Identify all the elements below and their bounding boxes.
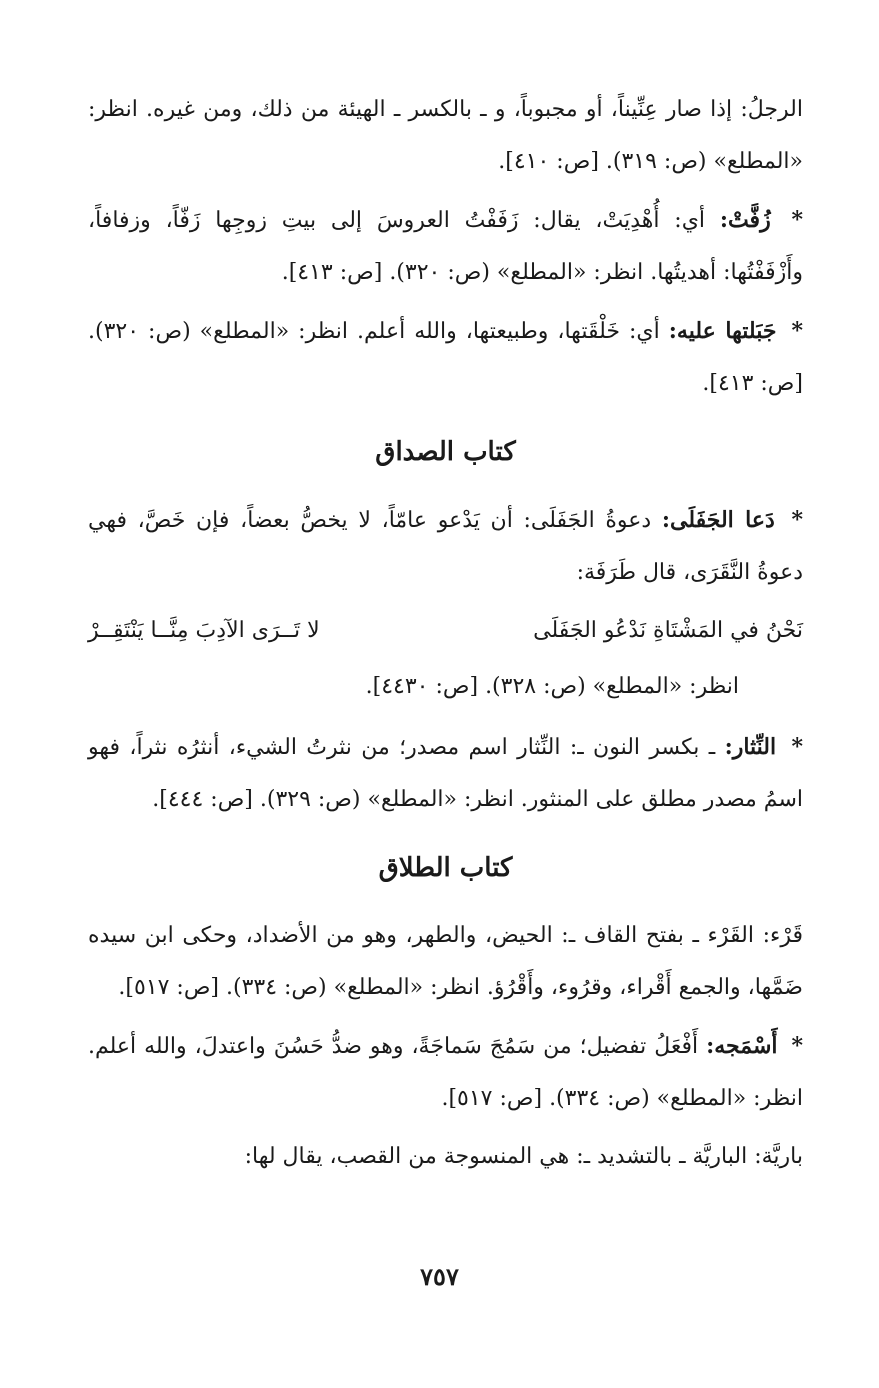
entry-rajul (88, 84, 803, 188)
star-icon: * (791, 318, 803, 344)
star-icon: * (791, 734, 803, 760)
entry-zuffat (88, 194, 803, 299)
entry-asmajah (88, 1020, 803, 1125)
entry-text: أي: أُهْدِيَتْ، يقال: زَفَفْتُ العروسَ إلى بيتِ زوجِها زَفّاً، وزفافاً، وأَزْفَفْتُها: أهديتُها. انظر: «المطلع» (ص: ٣٢٠). [ص: ٤١٣]. (88, 208, 803, 285)
entry-headword: جَبَلتها عليه: (668, 318, 777, 344)
entry-text: أَفْعَلُ تفضيل؛ من سَمُجَ سَماجَةً، وهو ضدُّ حَسُنَ واعتدلَ، والله أعلم. انظر: «المطلع» (ص: ٣٣٤). [ص: ٥١٧]. (88, 1034, 803, 1111)
entry-headword: النِّثار: (724, 734, 777, 760)
entry-nithar (88, 721, 803, 826)
verse-first-hemistich: نَحْنُ في المَشْتَاةِ نَدْعُو الجَفَلَى (533, 618, 803, 643)
entry-jafala (88, 494, 803, 599)
entry-text: الرجلُ: إذا صار عِنِّيناً، أو مجبوباً، و ـ بالكسر ـ الهيئة من ذلك، ومن غيره. انظر: «المطلع» (ص: ٣١٩). [ص: ٤١٠]. (88, 97, 803, 174)
entry-bariyya (88, 1131, 803, 1183)
star-icon: * (791, 207, 803, 233)
poem-verse (88, 605, 803, 657)
entry-qar (88, 910, 803, 1014)
page-number: ٧٥٧ (420, 1262, 459, 1291)
page-body (88, 84, 803, 1189)
entry-text: قَرْء: القَرْء ـ بفتح القاف ـ: الحيض، والطهر، وهو من الأضداد، وحكى ابن سيده ضَمَّها، والجمع أَقْراء، وقرُوء، وأَقْرُؤ. انظر: «المطلع» (ص: ٣٣٤). [ص: ٥١٧]. (88, 923, 803, 1000)
verse-second-hemistich: لا تَــرَى الآدِبَ مِنَّــا يَنْتَقِــرْ (88, 618, 320, 643)
entry-text: دعوةُ الجَفَلَى: أن يَدْعو عامّاً، لا يخصُّ بعضاً، فإن خَصَّ، فهي دعوةُ النَّقَرَى، قال طَرَفَة: (88, 508, 803, 585)
entry-text: أي: خَلْقَتها، وطبيعتها، والله أعلم. انظر: «المطلع» (ص: ٣٢٠). [ص: ٤١٣]. (88, 319, 803, 396)
entry-headword: زُفَّتْ: (719, 207, 771, 233)
entry-text: باريَّة: الباريَّة ـ بالتشديد ـ: هي المنسوجة من القصب، يقال لها: (244, 1144, 803, 1169)
entry-headword: أَسْمَجه: (706, 1033, 778, 1059)
star-icon: * (791, 1033, 804, 1059)
entry-headword: دَعا الجَفَلَى: (661, 507, 775, 533)
verse-reference: انظر: «المطلع» (ص: ٣٢٨). [ص: ٤٤٣٠]. (365, 674, 739, 699)
entry-jabaltuha (88, 305, 803, 410)
star-icon: * (791, 507, 803, 533)
entry-text: ـ بكسر النون ـ: النِّثار اسم مصدر؛ من نثرتُ الشيء، أنثرُه نثراً، فهو اسمُ مصدر مطلق على المنثور. انظر: «المطلع» (ص: ٣٢٩). [ص: ٤٤٤]. (88, 735, 803, 812)
section-title-talaq: كتاب الطلاق (378, 853, 513, 883)
section-title-sadaq: كتاب الصداق (375, 437, 516, 467)
